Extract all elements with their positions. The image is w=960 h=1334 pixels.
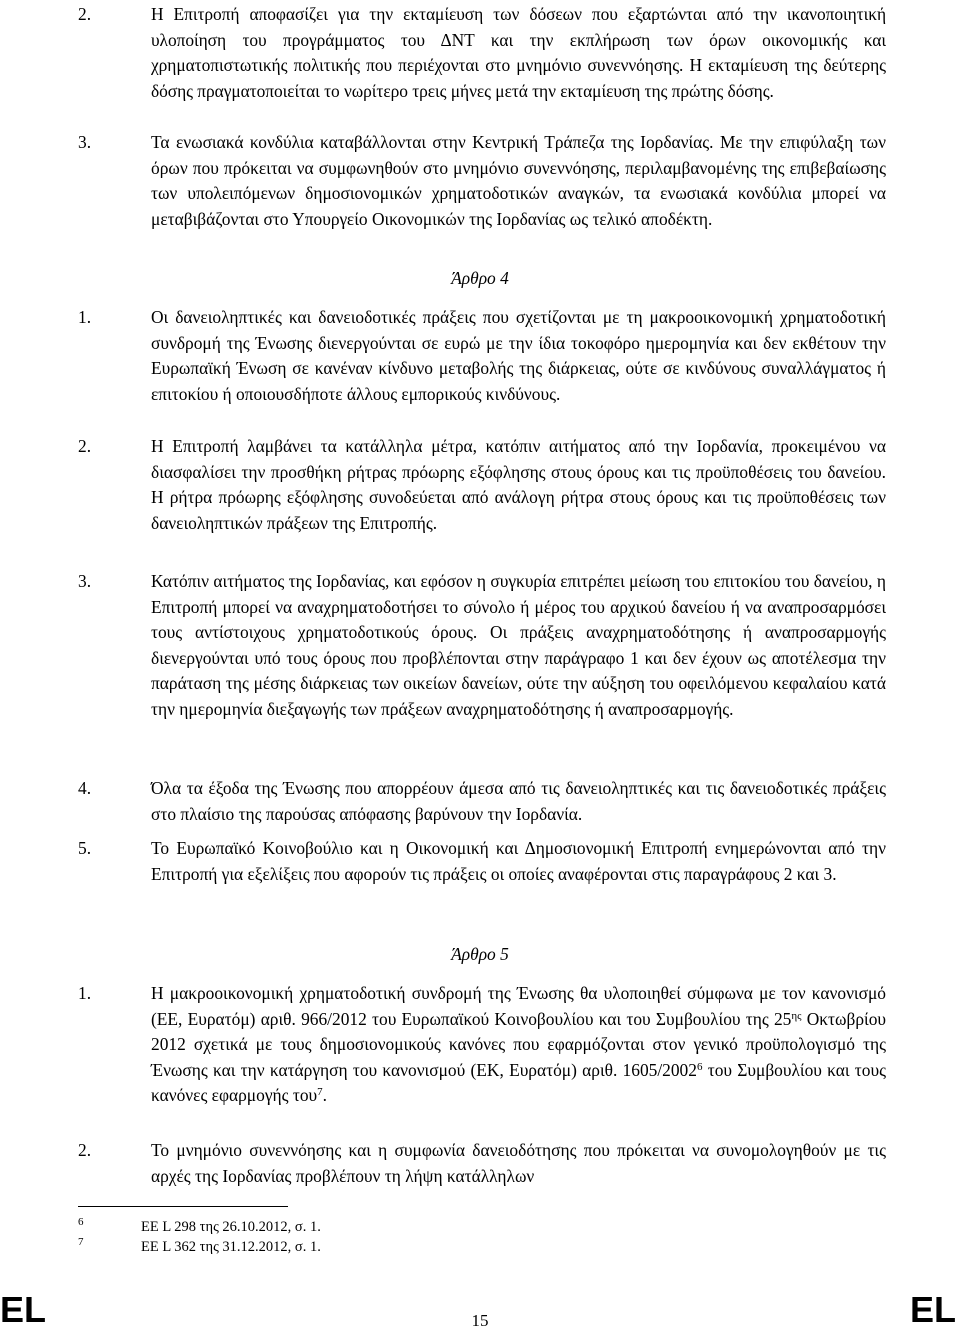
paragraph-text: Η Επιτροπή αποφασίζει για την εκταμίευση των δόσεων που εξαρτώνται από την ικανοποιητική υλοποίηση του προγράμματος του ΔΝΤ και την εκπλήρωση των όρων οικονομικής και χρηματοπιστωτικής πολιτικής που περιέχονται στο μνημόνιο συνεννόησης. Η εκταμίευση της δεύτερης δόσης πραγματοποιείται το νωρίτερο τρεις μήνες μετά την εκταμίευση της πρώτης δόσης. [151, 4, 886, 101]
text-run: Οκτωβρίου 2012 σχετικά με τους δημοσιονομικούς κανόνες που εφαρμόζονται στον γενικό προϋπολογισμό της Ένωσης και την κατάργηση του κανονισμού (ΕΚ, Ευρατόμ) αριθ. 1605/2002 [151, 1008, 886, 1080]
paragraph-text: Το Ευρωπαϊκό Κοινοβούλιο και η Οικονομική και Δημοσιονομική Επιτροπή ενημερώνονται από την Επιτροπή για εξελίξεις που αφορούν τις πράξεις οι οποίες αναφέρονται στις παραγράφους 2 και 3. [151, 838, 886, 884]
language-code-left: EL [0, 1289, 47, 1330]
paragraph-text: Κατόπιν αιτήματος της Ιορδανίας, και εφόσον η συγκυρία επιτρέπει μείωση του επιτοκίου του δανείου, η Επιτροπή μπορεί να αναχρηματοδοτήσει το σύνολο ή μέρος του αρχικού δανείου ή να αναπροσαρμόσει τους αντίστοιχους χρηματοδοτικούς όρους. Οι πράξεις αναχρηματοδότησης ή αναπροσαρμογής διενεργούνται υπό τους όρους που προβλέπονται στην παράγραφο 1 και δεν έχουν ως αποτέλεσμα την παράταση της μέσης διάρκειας των οικείων δανείων, ούτε την αύξηση του οφειλόμενου κεφαλαίου κατά την ημερομηνία διεξαγωγής των πράξεων αναχρηματοδότησης ή αναπροσαρμογής. [151, 571, 886, 719]
text-run: Η μακροοικονομική χρηματοδοτική συνδρομή της Ένωσης θα υλοποιηθεί σύμφωνα με τον κανονισμό (ΕΕ, Ευρατόμ) αριθ. 966/2012 του Ευρωπαϊκού Κοινοβουλίου και του Συμβουλίου της 25 [151, 983, 886, 1029]
footnote-7 [78, 1238, 886, 1257]
footnote-ref-7[interactable]: 7 [317, 1086, 323, 1099]
superscript-ordinal: ης [791, 1009, 802, 1022]
paragraph-number: 3. [78, 571, 92, 591]
paragraph-text: Οι δανειοληπτικές και δανειοδοτικές πράξεις που σχετίζονται με τη μακροοικονομική χρηματοδοτική συνδρομή της Ένωσης διενεργούνται σε ευρώ με την ίδια τοκοφόρο ημερομηνία και δεν εκθέτουν την Ευρωπαϊκή Ένωση σε κανέναν κίνδυνο μεταβολής της διάρκειας, ούτε σε κινδύνους συναλλάγματος ή επιτοκίου ή οποιουσδήποτε άλλους εμπορικούς κινδύνους. [151, 307, 886, 404]
footnote-6 [78, 1218, 886, 1237]
paragraph-number: 2. [78, 1140, 92, 1160]
language-code-right: EL [909, 1289, 956, 1330]
paragraph-text: Η Επιτροπή λαμβάνει τα κατάλληλα μέτρα, κατόπιν αιτήματος από την Ιορδανία, προκειμένου να διασφαλίσει την προσθήκη ρήτρας πρόωρης εξόφλησης στους όρους και τις προϋποθέσεις του δανείου. Η ρήτρα πρόωρης εξόφλησης συνοδεύεται από ανάλογη ρήτρα στους όρους και τις προϋποθέσεις των δανειοληπτικών πράξεων της Επιτροπής. [151, 436, 886, 533]
paragraph-number: 1. [78, 983, 92, 1003]
footnote-text: ΕΕ L 298 της 26.10.2012, σ. 1. [141, 1219, 321, 1235]
paragraph-number: 2. [78, 4, 92, 24]
text-run: του Συμβουλίου και τους κανόνες εφαρμογής του [151, 1059, 886, 1106]
footnote-ref-6[interactable]: 6 [696, 1060, 703, 1073]
article-5-heading: Άρθρο 5 [451, 944, 509, 964]
footnote-divider [78, 1206, 288, 1207]
article-5-paragraph-2 [78, 1138, 886, 1189]
text-run: . [322, 1085, 327, 1106]
page-number: 15 [471, 1311, 489, 1330]
paragraph-3 [78, 130, 886, 232]
article-4-paragraph-4 [78, 776, 886, 827]
paragraph-number: 3. [78, 132, 92, 152]
article-4-paragraph-2 [78, 434, 886, 536]
paragraph-2 [78, 2, 886, 104]
paragraph-number: 5. [78, 838, 92, 858]
paragraph-text: Τα ενωσιακά κονδύλια καταβάλλονται στην Κεντρική Τράπεζα της Ιορδανίας. Με την επιφύλαξη των όρων που πρόκειται να συμφωνηθούν στο μνημόνιο συνεννόησης, περιλαμβανομένης της επιβεβαίωσης των υπολειπόμενων δημοσιονομικών χρηματοδοτικών αναγκών, τα ενωσιακά κονδύλια μπορεί να μεταβιβάζονται στο Υπουργείο Οικονομικών της Ιορδανίας ως τελικό αποδέκτη. [151, 132, 886, 229]
paragraph-text [151, 981, 886, 1109]
footnote-text: ΕΕ L 362 της 31.12.2012, σ. 1. [141, 1239, 321, 1255]
paragraph-text: Το μνημόνιο συνεννόησης και η συμφωνία δανειοδότησης που πρόκειται να συνομολογηθούν με τις αρχές της Ιορδανίας προβλέπουν τη λήψη κατάλληλων [151, 1140, 886, 1186]
footnote-number: 7 [78, 1236, 84, 1248]
paragraph-number: 1. [78, 307, 92, 327]
article-4-paragraph-3 [78, 569, 886, 723]
article-4-paragraph-5 [78, 836, 886, 887]
paragraph-number: 2. [78, 436, 92, 456]
paragraph-text: Όλα τα έξοδα της Ένωσης που απορρέουν άμεσα από τις δανειοληπτικές και τις δανειοδοτικές πράξεις στο πλαίσιο της παρούσας απόφασης βαρύνουν την Ιορδανία. [151, 778, 886, 824]
paragraph-number: 4. [78, 778, 92, 798]
article-4-paragraph-1 [78, 305, 886, 407]
article-4-heading: Άρθρο 4 [451, 268, 509, 288]
footnote-number: 6 [78, 1216, 84, 1228]
article-5-paragraph-1 [78, 981, 886, 1109]
